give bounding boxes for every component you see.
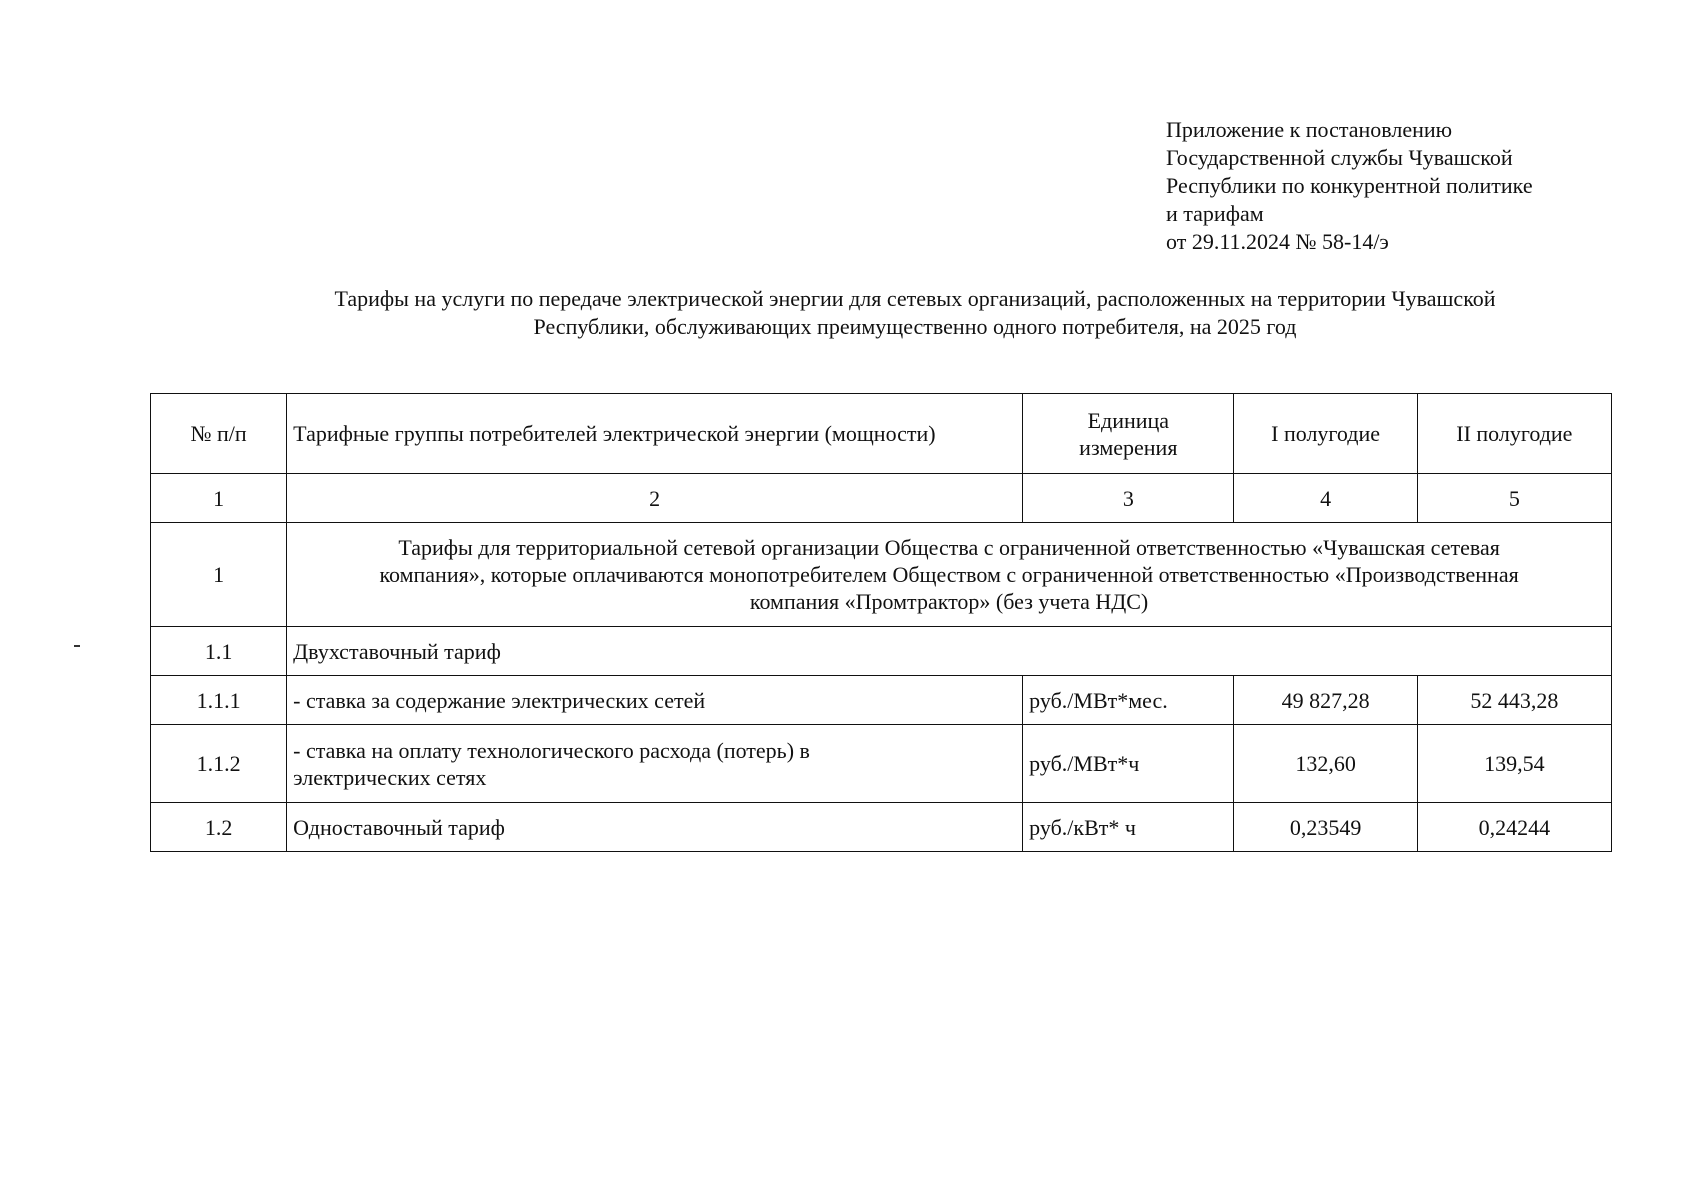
table-row <box>151 725 1612 803</box>
column-number: 5 <box>1417 474 1611 523</box>
appendix-line: Государственной службы Чувашской <box>1166 145 1513 170</box>
row-num: 1.2 <box>151 803 287 852</box>
section-text <box>287 523 1612 627</box>
appendix-line: Республики по конкурентной политике <box>1166 173 1533 198</box>
column-number: 3 <box>1023 474 1234 523</box>
header-first-half: I полугодие <box>1234 394 1417 474</box>
row-second-half-value: 52 443,28 <box>1417 676 1611 725</box>
row-first-half-value: 49 827,28 <box>1234 676 1417 725</box>
header-unit <box>1023 394 1234 474</box>
table-row <box>151 803 1612 852</box>
subsection-label: Двухставочный тариф <box>287 627 1612 676</box>
section-text-line-3: компания «Промтрактор» (без учета НДС) <box>749 589 1149 614</box>
row-label-line-1: - ставка на оплату технологического расхода (потерь) в <box>293 737 810 763</box>
row-second-half-value: 139,54 <box>1417 725 1611 803</box>
document-title-line-1: Тарифы на услуги по передаче электрической энергии для сетевых организаций, расположенных на территории Чувашской <box>334 286 1496 311</box>
section-num: 1 <box>151 523 287 627</box>
row-unit: руб./МВт*ч <box>1023 725 1234 803</box>
section-text-line-1: Тарифы для территориальной сетевой организации Общества с ограниченной ответственностью «Чувашская сетевая <box>398 535 1500 560</box>
table-row <box>151 676 1612 725</box>
row-num: 1.1.2 <box>151 725 287 803</box>
column-numbers-row <box>151 474 1612 523</box>
row-first-half-value: 132,60 <box>1234 725 1417 803</box>
column-number: 2 <box>287 474 1023 523</box>
tariffs-table <box>150 393 1612 852</box>
header-unit-line-2: измерения <box>1079 434 1178 460</box>
header-unit-line-1: Единица <box>1087 407 1170 433</box>
scan-mark <box>74 645 80 647</box>
row-label: Одноставочный тариф <box>287 803 1023 852</box>
row-label-line-2: электрических сетях <box>293 764 487 790</box>
header-tariff-groups: Тарифные группы потребителей электрической энергии (мощности) <box>287 394 1023 474</box>
row-unit: руб./МВт*мес. <box>1023 676 1234 725</box>
row-num: 1.1.1 <box>151 676 287 725</box>
column-number: 4 <box>1234 474 1417 523</box>
table-header-row <box>151 394 1612 474</box>
header-num: № п/п <box>151 394 287 474</box>
row-label <box>287 725 1023 803</box>
subsection-num: 1.1 <box>151 627 287 676</box>
appendix-date-line: от 29.11.2024 № 58-14/э <box>1166 229 1389 254</box>
row-unit: руб./кВт* ч <box>1023 803 1234 852</box>
section-row <box>151 523 1612 627</box>
header-second-half: II полугодие <box>1417 394 1611 474</box>
column-number: 1 <box>151 474 287 523</box>
row-label: - ставка за содержание электрических сетей <box>287 676 1023 725</box>
appendix-block <box>1166 116 1533 256</box>
section-text-line-2: компания», которые оплачиваются монопотребителем Обществом с ограниченной ответственностью «Производственная <box>379 562 1519 587</box>
subsection-row <box>151 627 1612 676</box>
document-title <box>230 285 1600 341</box>
row-second-half-value: 0,24244 <box>1417 803 1611 852</box>
document-title-line-2: Республики, обслуживающих преимущественно одного потребителя, на 2025 год <box>533 314 1297 339</box>
appendix-line: Приложение к постановлению <box>1166 117 1453 142</box>
appendix-line: и тарифам <box>1166 201 1264 226</box>
row-first-half-value: 0,23549 <box>1234 803 1417 852</box>
